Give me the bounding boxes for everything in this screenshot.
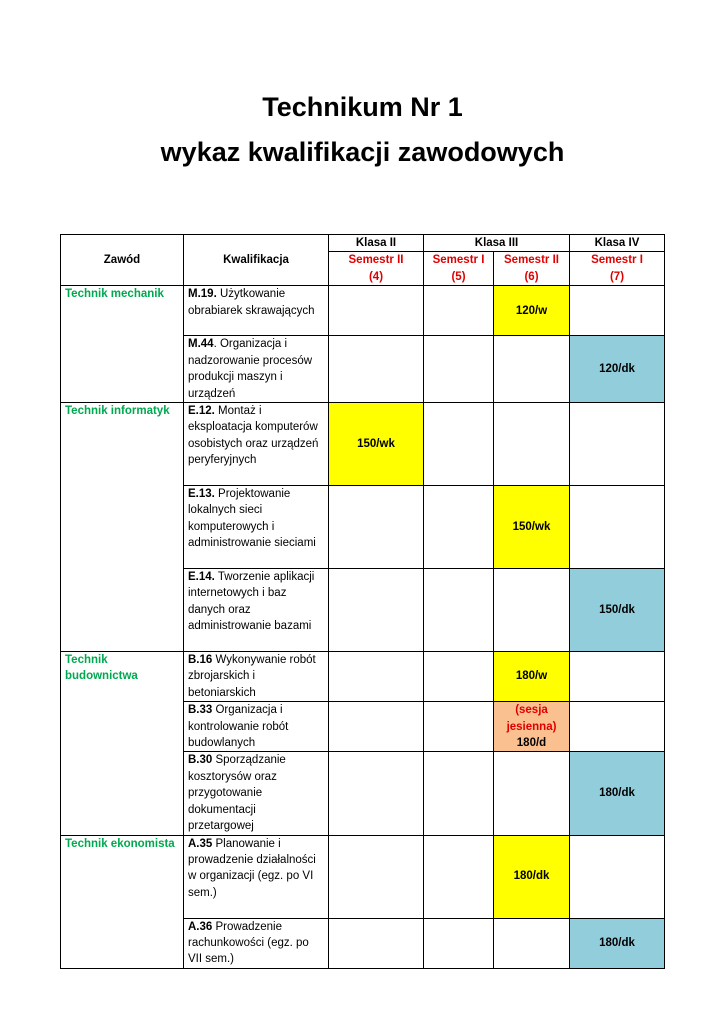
qualification-code: M.19. xyxy=(188,288,217,301)
sem7-cell xyxy=(570,835,665,918)
semester-4-label: Semestr II xyxy=(348,254,404,267)
kwalifikacja-cell xyxy=(184,702,329,752)
qualification-code: E.14. xyxy=(188,571,215,584)
zawod-cell: Technik informatyk xyxy=(61,403,184,652)
zawod-cell: Technik ekonomista xyxy=(61,835,184,968)
sem6-cell xyxy=(494,403,570,486)
kwalifikacja-cell xyxy=(184,835,329,918)
semester-6-label: Semestr II xyxy=(504,254,559,267)
sem7-cell xyxy=(570,652,665,702)
sem4-cell xyxy=(329,569,424,652)
header-zawod: Zawód xyxy=(61,235,184,286)
header-klasa-ii: Klasa II xyxy=(329,235,424,252)
kwalifikacja-cell xyxy=(184,569,329,652)
sem5-cell xyxy=(424,702,494,752)
semester-6 xyxy=(494,252,570,286)
sem4-cell: 150/wk xyxy=(329,403,424,486)
header-row xyxy=(61,235,665,252)
sem7-cell: 150/dk xyxy=(570,569,665,652)
semester-5-number: (5) xyxy=(451,270,466,283)
semester-7 xyxy=(570,252,665,286)
semester-7-number: (7) xyxy=(609,270,625,283)
sem7-cell xyxy=(570,286,665,336)
sem5-cell xyxy=(424,652,494,702)
sem4-cell xyxy=(329,652,424,702)
sem6-cell xyxy=(494,918,570,968)
sem6-cell xyxy=(494,752,570,835)
qualifications-table xyxy=(60,234,665,969)
table-row xyxy=(61,403,665,486)
qualification-code: E.13. xyxy=(188,488,215,501)
header-klasa-iii: Klasa III xyxy=(424,235,570,252)
sem7-cell xyxy=(570,702,665,752)
session-note: (sesja jesienna) xyxy=(506,704,557,733)
qualification-code: B.30 xyxy=(188,754,213,767)
kwalifikacja-cell xyxy=(184,652,329,702)
table-row xyxy=(61,652,665,702)
semester-4 xyxy=(329,252,424,286)
sem6-cell xyxy=(494,702,570,752)
semester-5-label: Semestr I xyxy=(432,254,485,267)
qualification-code: B.33 xyxy=(188,704,213,717)
sem5-cell xyxy=(424,569,494,652)
sem4-cell xyxy=(329,752,424,835)
kwalifikacja-cell xyxy=(184,752,329,835)
kwalifikacja-cell xyxy=(184,486,329,569)
sem6-cell xyxy=(494,569,570,652)
sem5-cell xyxy=(424,336,494,403)
semester-5 xyxy=(424,252,494,286)
semester-4-number: (4) xyxy=(368,270,384,283)
sem7-cell: 180/dk xyxy=(570,752,665,835)
sem5-cell xyxy=(424,918,494,968)
sem6-cell: 180/w xyxy=(494,652,570,702)
sem6-cell: 120/w xyxy=(494,286,570,336)
sem6-cell: 150/wk xyxy=(494,486,570,569)
sem5-cell xyxy=(424,403,494,486)
page-title: Technikum Nr 1 xyxy=(262,92,463,122)
qualification-name: Prowadzenie rachunkowości (egz. po VII sem.) xyxy=(188,920,309,966)
kwalifikacja-cell xyxy=(184,918,329,968)
sem7-cell xyxy=(570,403,665,486)
sem5-cell xyxy=(424,286,494,336)
sem7-cell xyxy=(570,486,665,569)
sem5-cell xyxy=(424,486,494,569)
sem7-cell: 120/dk xyxy=(570,336,665,403)
qualification-code: A.35 xyxy=(188,837,213,850)
sem4-cell xyxy=(329,702,424,752)
zawod-cell: Technik budownictwa xyxy=(61,652,184,835)
qualification-name: Wykonywanie robót zbrojarskich i betoniarskich xyxy=(188,654,316,699)
qualification-name: Sporządzanie kosztorysów oraz przygotowanie dokumentacji przetargowej xyxy=(188,754,286,833)
table-row xyxy=(61,286,665,336)
zawod-cell: Technik mechanik xyxy=(61,286,184,403)
qualification-name: Tworzenie aplikacji internetowych i baz danych oraz administrowanie bazami xyxy=(188,571,315,633)
sem4-cell xyxy=(329,918,424,968)
header-klasa-iv: Klasa IV xyxy=(570,235,665,252)
sem6-cell xyxy=(494,336,570,403)
kwalifikacja-cell xyxy=(184,286,329,336)
qualification-name: Planowanie i prowadzenie działalności w organizacji (egz. po VI sem.) xyxy=(188,837,316,899)
sem5-cell xyxy=(424,835,494,918)
table-row xyxy=(61,835,665,918)
qualification-name: Projektowanie lokalnych sieci komputerowych i administrowanie sieciami xyxy=(188,488,316,550)
qualification-name: Organizacja i kontrolowanie robót budowlanych xyxy=(188,704,289,750)
sem6-value: 180/d xyxy=(516,737,547,750)
kwalifikacja-cell xyxy=(184,336,329,403)
qualification-name: . Organizacja i nadzorowanie procesów produkcji maszyn i urządzeń xyxy=(188,338,313,400)
sem4-cell xyxy=(329,336,424,403)
kwalifikacja-cell xyxy=(184,403,329,486)
qualification-code: E.12. xyxy=(188,405,215,418)
qualification-name: Montaż i eksploatacja komputerów osobistych oraz urządzeń peryferyjnych xyxy=(188,405,319,467)
sem4-cell xyxy=(329,486,424,569)
sem6-cell: 180/dk xyxy=(494,835,570,918)
sem7-cell: 180/dk xyxy=(570,918,665,968)
sem4-cell xyxy=(329,835,424,918)
qualification-code: A.36 xyxy=(188,920,213,933)
qualification-name: Użytkowanie obrabiarek skrawających xyxy=(188,288,315,317)
semester-7-label: Semestr I xyxy=(591,254,643,267)
sem5-cell xyxy=(424,752,494,835)
page-subtitle: wykaz kwalifikacji zawodowych xyxy=(160,137,565,167)
header-kwalifikacja: Kwalifikacja xyxy=(184,235,329,286)
semester-6-number: (6) xyxy=(524,270,539,283)
qualification-code: B.16 xyxy=(188,654,213,667)
sem4-cell xyxy=(329,286,424,336)
qualification-code: M.44 xyxy=(188,338,214,351)
